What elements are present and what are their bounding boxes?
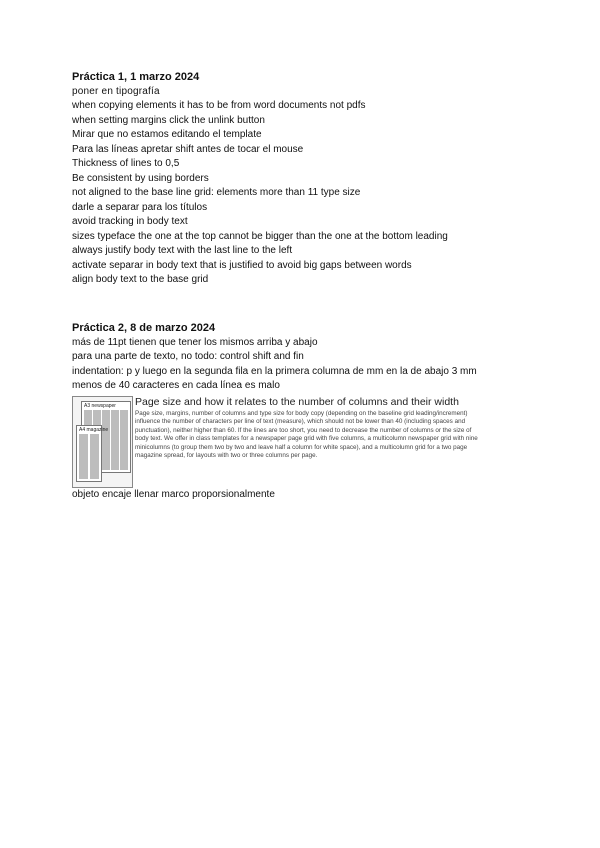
note-line: when copying elements it has to be from word documents not pdfs bbox=[72, 100, 366, 111]
practica-2-section bbox=[72, 321, 542, 502]
note-line: Para las líneas apretar shift antes de tocar el mouse bbox=[72, 143, 304, 155]
note-line: Thickness of lines to 0,5 bbox=[72, 158, 180, 169]
note-line: activate separar in body text that is justified to avoid big gaps between words bbox=[72, 259, 412, 271]
figure-title: Page size and how it relates to the number of columns and their width bbox=[135, 395, 459, 408]
note-line: sizes typeface the one at the top cannot be bigger than the one at the bottom leading bbox=[72, 230, 448, 242]
note-line: when setting margins click the unlink button bbox=[72, 114, 265, 126]
note-line: menos de 40 caracteres en cada línea es malo bbox=[72, 380, 280, 391]
practica-1-section bbox=[72, 70, 542, 288]
note-line: not aligned to the base line grid: elements more than 11 type size bbox=[72, 187, 361, 198]
note-line: Be consistent by using borders bbox=[72, 172, 209, 184]
note-line: avoid tracking in body text bbox=[72, 216, 188, 227]
grid-thumbnail-image bbox=[72, 396, 133, 488]
note-line: always justify body text with the last line to the left bbox=[72, 245, 293, 256]
practica-1-subtitle: poner en tipografía bbox=[72, 85, 160, 97]
note-line: Mirar que no estamos editando el template bbox=[72, 129, 262, 140]
closing-line: objeto encaje llenar marco proporsionalmente bbox=[72, 488, 275, 500]
note-line: indentation: p y luego en la segunda fila en la primera columna de mm en la de abajo 3 mm bbox=[72, 365, 477, 377]
note-line: más de 11pt tienen que tener los mismos arriba y abajo bbox=[72, 336, 318, 348]
magazine-label: A4 magazine bbox=[79, 426, 109, 433]
note-line: para una parte de texto, no todo: control shift and fin bbox=[72, 351, 304, 362]
practica-1-title: Práctica 1, 1 marzo 2024 bbox=[72, 71, 200, 83]
a3-newspaper-label: A3 newspaper bbox=[84, 402, 116, 409]
note-line: darle a separar para los títulos bbox=[72, 201, 208, 213]
figure-body-text: Page size, margins, number of columns and type size for body copy (depending on the baseline grid leading/increment) influence the number of characters per line of text (measure), which should not be lower than 40 (including spaces and punctuation), neither higher than 60. If the lines are too short, you need to decrease the number of columns or the size of body text. We offer in class templates for a newspaper page grid with five columns, a multicolumn newspaper grid with nine minicolumns (to group them two by two and leave half a column for white space), and a multicolumn grid for a two page magazine spread, for layouts with two or three columns per page. bbox=[135, 409, 478, 460]
note-line: align body text to the base grid bbox=[72, 274, 209, 285]
pasted-figure bbox=[72, 396, 502, 488]
magazine-grid bbox=[76, 425, 109, 482]
practica-2-title: Práctica 2, 8 de marzo 2024 bbox=[72, 322, 216, 334]
